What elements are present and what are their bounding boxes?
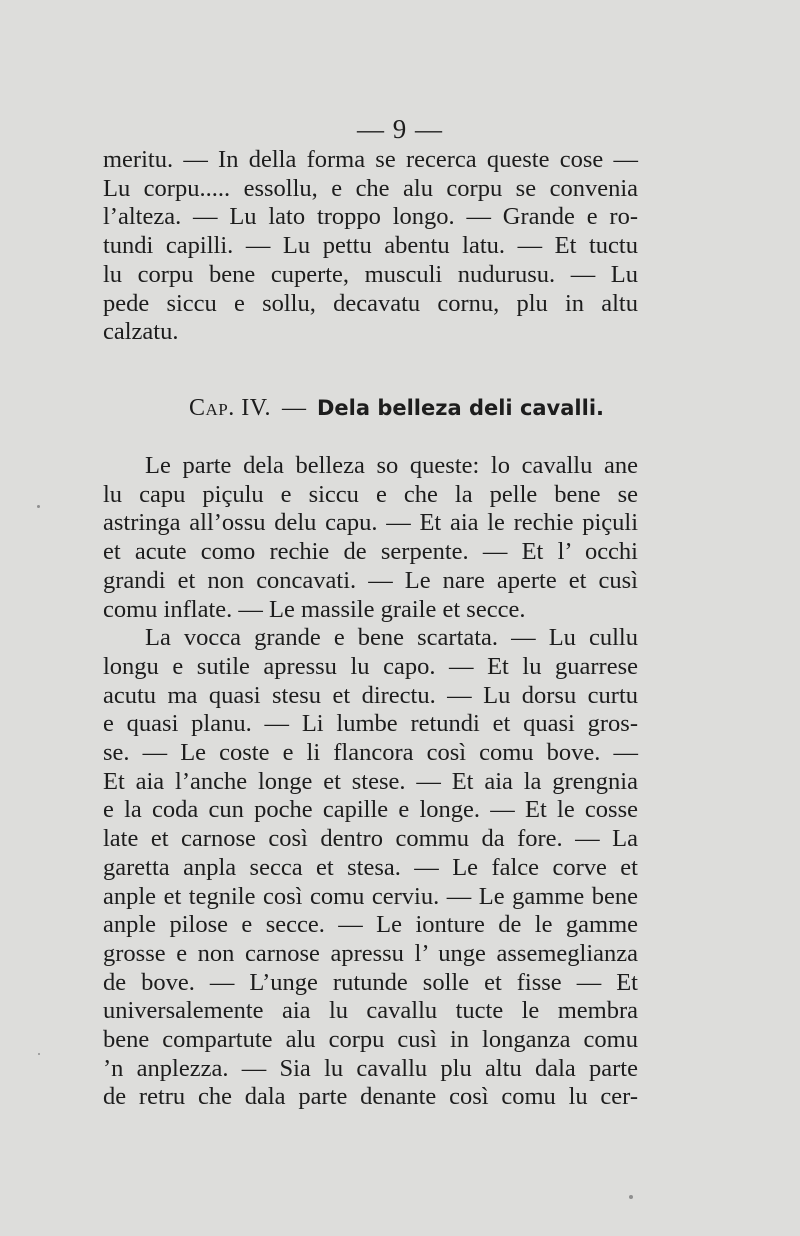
text-line: longu e sutile apressu lu capo. — Et lu guarrese (103, 652, 638, 680)
text-line: e quasi planu. — Li lumbe retundi et quasi gros- (103, 710, 638, 738)
chapter-number: Cap. IV. (189, 395, 271, 421)
text-line: Et aia l’anche longe et stese. — Et aia la grengnia (103, 767, 638, 795)
text-line: anple et tegnile così comu cerviu. — Le gamme bene (103, 882, 638, 910)
text-line: acutu ma quasi stesu et directu. — Lu dorsu curtu (103, 681, 638, 709)
text-line: meritu. — In della forma se recerca queste cose — (103, 146, 638, 173)
paragraph-horse-form (103, 146, 638, 347)
text-line: l’alteza. — Lu lato troppo longo. — Grande e ro- (103, 203, 638, 231)
text-line: bene compartute alu corpu cusì in longanza comu (103, 1026, 638, 1054)
text-line: pede siccu e sollu, decavatu cornu, plu in altu (103, 289, 638, 317)
page-number: — 9 — (357, 114, 443, 144)
text-line: La vocca grande e bene scartata. — Lu cullu (145, 624, 638, 652)
paper-speck (38, 1053, 40, 1055)
chapter-title: Dela belleza deli cavalli. (316, 396, 604, 420)
heading-dash: — (281, 395, 306, 421)
text-line: de retru che dala parte denante così comu lu cer- (103, 1083, 638, 1111)
text-line: se. — Le coste e li flancora così comu bove. — (103, 739, 638, 767)
text-line: universalemente aia lu cavallu tucte le membra (103, 997, 638, 1025)
text-line: grosse e non carnose apressu l’ unge assemeglianza (103, 939, 638, 967)
text-line: grandi et non concavati. — Le nare aperte et cusì (103, 566, 638, 594)
text-line: de bove. — L’unge rutunde solle et fisse — Et (103, 968, 638, 996)
text-line: Lu corpu..... essollu, e che alu corpu se convenia (103, 174, 638, 202)
paragraph-horse-beauty (103, 452, 638, 1112)
text-line: garetta anpla secca et stesa. — Le falce corve et (103, 853, 638, 881)
chapter-heading (189, 395, 604, 422)
text-line: ’n anplezza. — Sia lu cavallu plu altu dala parte (103, 1054, 638, 1082)
text-line: tundi capilli. — Lu pettu abentu latu. — Et tuctu (103, 232, 638, 260)
text-line: calzatu. (103, 318, 179, 346)
text-line: lu corpu bene cuperte, musculi nudurusu. — Lu (103, 260, 638, 288)
paper-speck (37, 505, 40, 508)
text-line: Le parte dela belleza so queste: lo cavallu ane (145, 452, 638, 479)
text-line: astringa all’ossu delu capu. — Et aia le rechie piçuli (103, 509, 638, 537)
paper-speck (629, 1195, 633, 1199)
text-line: lu capu piçulu e siccu e che la pelle bene se (103, 480, 638, 508)
text-line: late et carnose così dentro commu da fore. — La (103, 825, 638, 853)
text-line: e la coda cun poche capille e longe. — Et le cosse (103, 796, 638, 824)
text-line: et acute como rechie de serpente. — Et l’ occhi (103, 538, 638, 566)
text-line: anple pilose e secce. — Le ionture de le gamme (103, 911, 638, 939)
text-line: comu inflate. — Le massile graile et secce. (103, 595, 526, 623)
